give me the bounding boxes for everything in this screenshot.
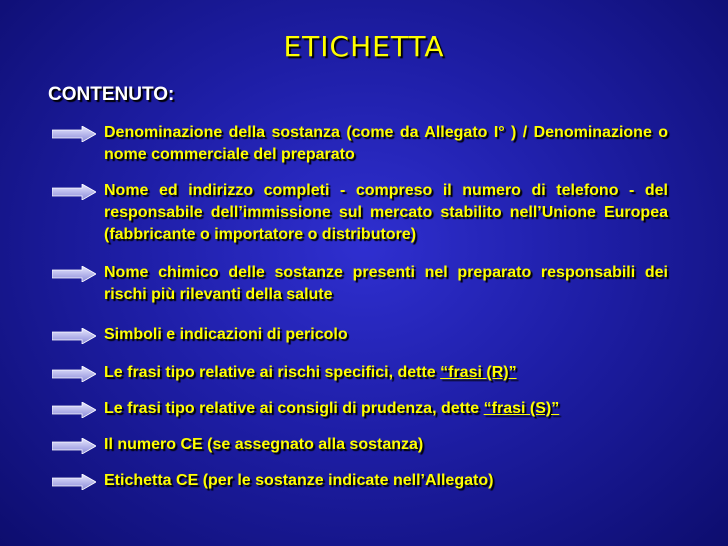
right-arrow-icon xyxy=(52,266,96,282)
list-item xyxy=(52,470,668,492)
list-item-label: Le frasi tipo relative ai rischi specifici, dette xyxy=(104,364,441,381)
phrases-link[interactable]: “frasi (R)” xyxy=(440,364,517,381)
list-item-label: Nome chimico delle sostanze presenti nel preparato responsabili dei rischi più rilevanti della salute xyxy=(104,264,668,303)
list-item-label: Le frasi tipo relative ai consigli di prudenza, dette xyxy=(104,400,484,417)
right-arrow-icon xyxy=(52,328,96,344)
right-arrow-icon xyxy=(52,126,96,142)
right-arrow-icon xyxy=(52,366,96,382)
list-item-text xyxy=(104,262,668,306)
list-item xyxy=(52,122,668,166)
section-heading: CONTENUTO: xyxy=(48,84,175,105)
list-item xyxy=(52,324,668,346)
right-arrow-icon xyxy=(52,438,96,454)
list-item xyxy=(52,398,668,420)
list-item-text xyxy=(104,470,668,492)
list-item-text xyxy=(104,180,668,246)
list-item-label: Denominazione della sostanza (come da Allegato I° ) / Denominazione o nome commerciale del preparato xyxy=(104,124,668,163)
list-item xyxy=(52,362,668,384)
list-item-label: Simboli e indicazioni di pericolo xyxy=(104,326,348,343)
list-item xyxy=(52,180,668,246)
slide-title: ETICHETTA xyxy=(283,30,445,63)
phrases-link[interactable]: “frasi (S)” xyxy=(483,400,560,417)
list-item-text xyxy=(104,324,668,346)
list-item-text xyxy=(104,122,668,166)
list-item-text xyxy=(104,434,668,456)
list-item-label: Nome ed indirizzo completi - compreso il numero di telefono - del responsabile dell’immissione sul mercato stabilito nell’Unione Europea (fabbricante o importatore o distributore) xyxy=(104,182,668,243)
list-item-text xyxy=(104,398,668,420)
right-arrow-icon xyxy=(52,402,96,418)
list-item xyxy=(52,262,668,306)
list-item xyxy=(52,434,668,456)
list-item-text xyxy=(104,362,668,384)
right-arrow-icon xyxy=(52,474,96,490)
right-arrow-icon xyxy=(52,184,96,200)
list-item-label: Il numero CE (se assegnato alla sostanza) xyxy=(104,436,424,453)
list-item-label: Etichetta CE (per le sostanze indicate nell’Allegato) xyxy=(104,472,494,489)
